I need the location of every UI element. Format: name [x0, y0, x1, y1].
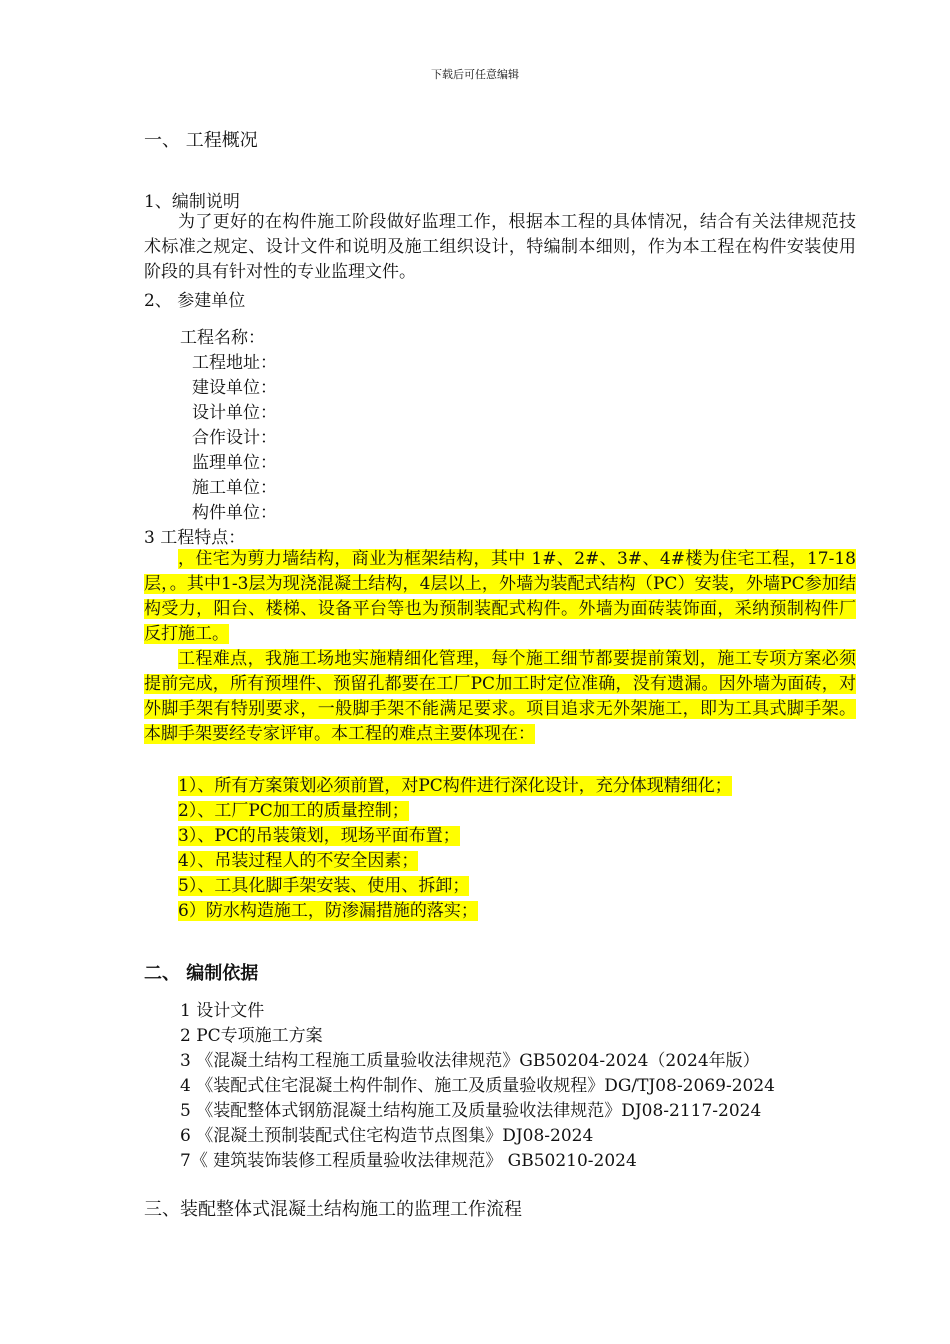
unit-construction: 建设单位：	[192, 378, 277, 398]
unit-co-design: 合作设计：	[192, 428, 277, 448]
difficulty-item: 5）、工具化脚手架安装、使用、拆卸；	[178, 876, 470, 896]
subsection-title-2: 2、 参建单位	[144, 291, 246, 311]
difficulty-item: 2）、工厂PC加工的质量控制；	[178, 801, 409, 821]
basis-item: 2 PC专项施工方案	[180, 1026, 323, 1046]
difficulty-item: 4）、吊装过程人的不安全因素；	[178, 851, 419, 871]
unit-supervision: 监理单位：	[192, 453, 277, 473]
section-heading-3: 三、装配整体式混凝土结构施工的监理工作流程	[144, 1199, 522, 1220]
unit-design: 设计单位：	[192, 403, 277, 423]
compile-description: 为了更好的在构件施工阶段做好监理工作，根据本工程的具体情况，结合有关法律规范技术标准之规定、设计文件和说明及施工组织设计，特编制本细则，作为本工程在构件安装使用阶段的具有针对性的专业监理文件。	[144, 212, 856, 282]
difficulty-item: 6）防水构造施工，防渗漏措施的落实；	[178, 901, 478, 921]
feature-text-2: 工程难点，我施工场地实施精细化管理，每个施工细节都要提前策划，施工专项方案必须提前完成，所有预埋件、预留孔都要在工厂PC加工时定位准确，没有遗漏。因外墙为面砖，对外脚手架有特别要求，一般脚手架不能满足要求。项目追求无外架施工，即为工具式脚手架。本脚手架要经专家评审。本工程的难点主要体现在：	[144, 649, 856, 744]
section-heading-1: 一、 工程概况	[144, 130, 258, 151]
feature-text-1: ，住宅为剪力墙结构，商业为框架结构，其中 1#、2#、3#、4#楼为住宅工程，17-18层，。其中1-3层为现浇混凝土结构，4层以上，外墙为装配式结构（PC）安装，外墙PC参加结构受力，阳台、楼梯、设备平台等也为预制装配式构件。外墙为面砖装饰面，采纳预制构件厂反打施工。	[144, 549, 856, 644]
unit-project-name: 工程名称：	[180, 328, 265, 348]
basis-item: 7《 建筑装饰装修工程质量验收法律规范》 GB50210-2024	[180, 1151, 637, 1171]
feature-paragraph-1	[144, 547, 856, 647]
basis-item: 4 《装配式住宅混凝土构件制作、施工及质量验收规程》DG/TJ08-2069-2024	[180, 1076, 775, 1096]
subsection-title-3: 3 工程特点：	[144, 528, 246, 548]
section-heading-2: 二、 编制依据	[144, 963, 259, 984]
difficulty-item: 1）、所有方案策划必须前置，对PC构件进行深化设计，充分体现精细化；	[178, 776, 732, 796]
basis-item: 1 设计文件	[180, 1001, 265, 1021]
page-header: 下载后可任意编辑	[431, 68, 519, 81]
subsection-title-1: 1、编制说明	[144, 192, 240, 212]
feature-paragraph-2	[144, 647, 856, 747]
unit-contractor: 施工单位：	[192, 478, 277, 498]
basis-item: 3 《混凝土结构工程施工质量验收法律规范》GB50204-2024（2024年版）	[180, 1051, 760, 1071]
basis-item: 6 《混凝土预制装配式住宅构造节点图集》DJ08-2024	[180, 1126, 594, 1146]
basis-item: 5 《装配整体式钢筋混凝土结构施工及质量验收法律规范》DJ08-2117-2024	[180, 1101, 762, 1121]
difficulty-item: 3）、PC的吊装策划，现场平面布置；	[178, 826, 460, 846]
unit-component: 构件单位：	[192, 503, 277, 523]
unit-project-address: 工程地址：	[192, 353, 277, 373]
